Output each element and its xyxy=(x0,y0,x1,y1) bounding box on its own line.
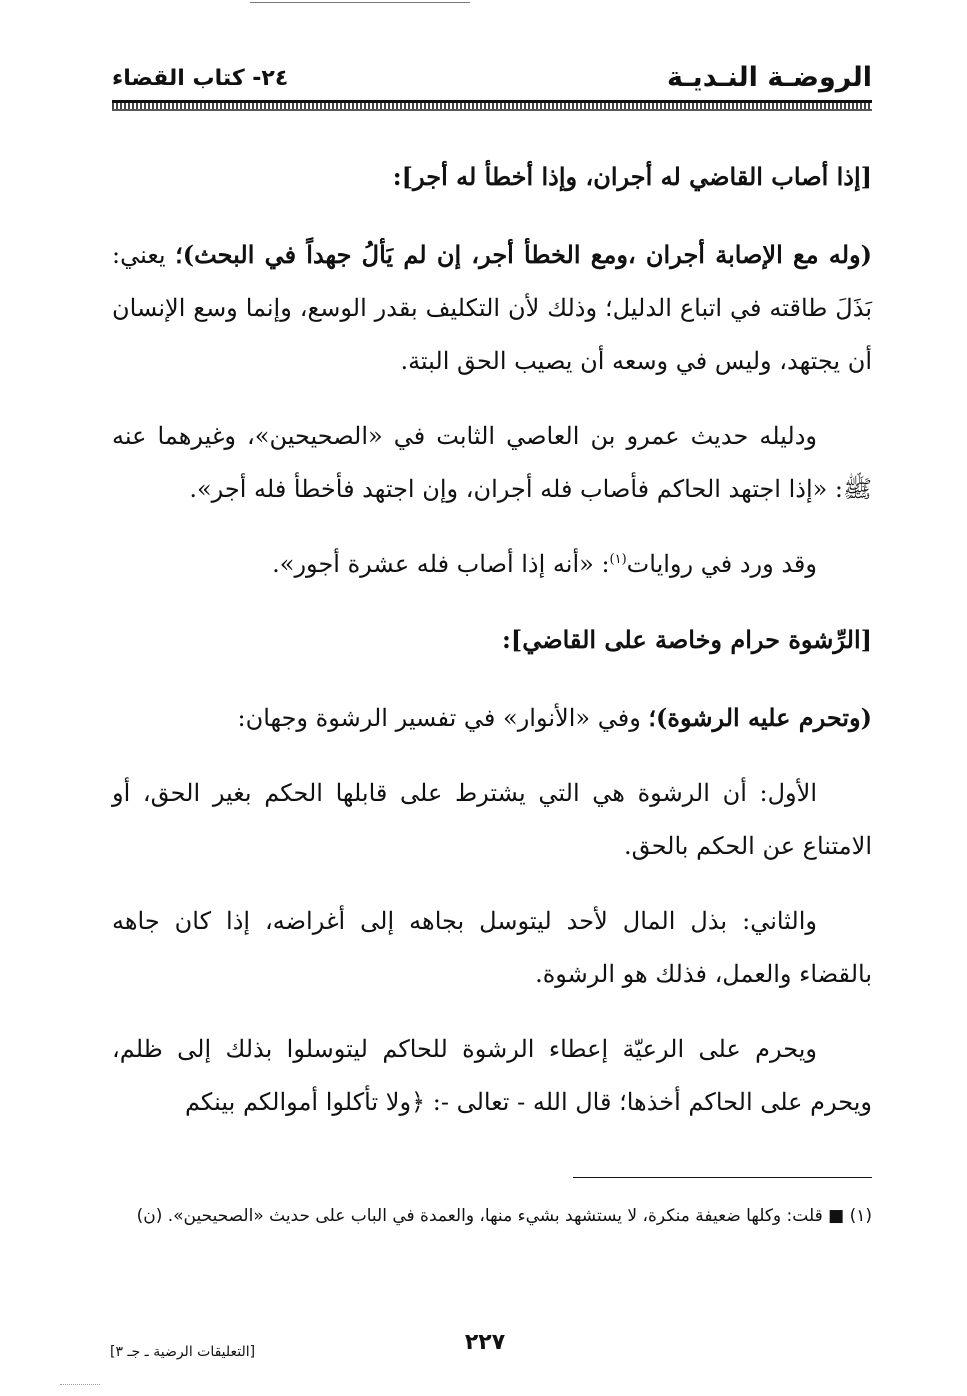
paragraph-7: ويحرم على الرعيّة إعطاء الرشوة للحاكم ليتوسلوا بذلك إلى ظلم، ويحرم على الحاكم أخذها؛ قال الله - تعالى -: ﴿ولا تأكلوا أموالكم بينكم xyxy=(112,1035,872,1116)
paragraph-6: والثاني: بذل المال لأحد ليتوسل بجاهه إلى أغراضه، إذا كان جاهه بالقضاء والعمل، فذلك هو الرشوة. xyxy=(112,907,872,988)
running-header xyxy=(112,62,872,102)
paragraph-5: الأول: أن الرشوة هي التي يشترط على قابلها الحكم بغير الحق، أو الامتناع عن الحكم بالحق. xyxy=(112,779,872,860)
footnote-separator xyxy=(573,1177,872,1178)
header-rule xyxy=(112,100,872,111)
main-text xyxy=(112,150,872,1129)
paragraph-1 xyxy=(112,228,872,388)
footnote xyxy=(112,1196,872,1236)
bottom-scan-mark xyxy=(60,1384,100,1385)
paragraph-2: ودليله حديث عمرو بن العاصي الثابت في «الصحيحين»، وغيرهما عنه ﷺ: «إذا اجتهد الحاكم فأصاب فله أجران، وإن اجتهد فأخطأ فله أجر». xyxy=(112,422,872,503)
paragraph-1-sharh: يعني: بَذَلَ طاقته في اتباع الدليل؛ وذلك لأن التكليف بقدر الوسع، وإنما وسع الإنسان أن يجتهد، وليس في وسعه أن يصيب الحق البتة. xyxy=(112,241,872,375)
section-heading-1: [إذا أصاب القاضي له أجران، وإذا أخطأ له أجر]: xyxy=(392,162,872,191)
paragraph-4 xyxy=(112,691,872,745)
paragraph-3-end: : «أنه إذا أصاب فله عشرة أجور». xyxy=(272,550,610,578)
paragraph-3-start: وقد ورد في روايات xyxy=(626,550,817,578)
footnote-marker: (١) xyxy=(609,552,627,567)
paragraph-4-sharh: وفي «الأنوار» في تفسير الرشوة وجهان: xyxy=(237,704,649,732)
paragraph-4-matn: (وتحرم عليه الرشوة)؛ xyxy=(648,703,872,732)
paragraph-3 xyxy=(112,538,872,591)
chapter-title: ٢٤- كتاب القضاء xyxy=(112,66,289,91)
top-scan-mark xyxy=(250,2,470,7)
source-reference: [التعليقات الرضية ـ جـ ٣] xyxy=(110,1344,256,1360)
book-title: الروضـة النـديـة xyxy=(666,62,872,93)
page-number: ٢٢٧ xyxy=(464,1330,506,1355)
section-heading-2: [الرِّشوة حرام وخاصة على القاضي]: xyxy=(502,625,872,654)
paragraph-1-matn: (وله مع الإصابة أجران ،ومع الخطأ أجر، إن لم يَألُ جهداً في البحث)؛ xyxy=(175,240,872,269)
footnote-1: (١) ■ قلت: وكلها ضعيفة منكرة، لا يستشهد بشيء منها، والعمدة في الباب على حديث «الصحيحين». (ن) xyxy=(136,1206,872,1226)
